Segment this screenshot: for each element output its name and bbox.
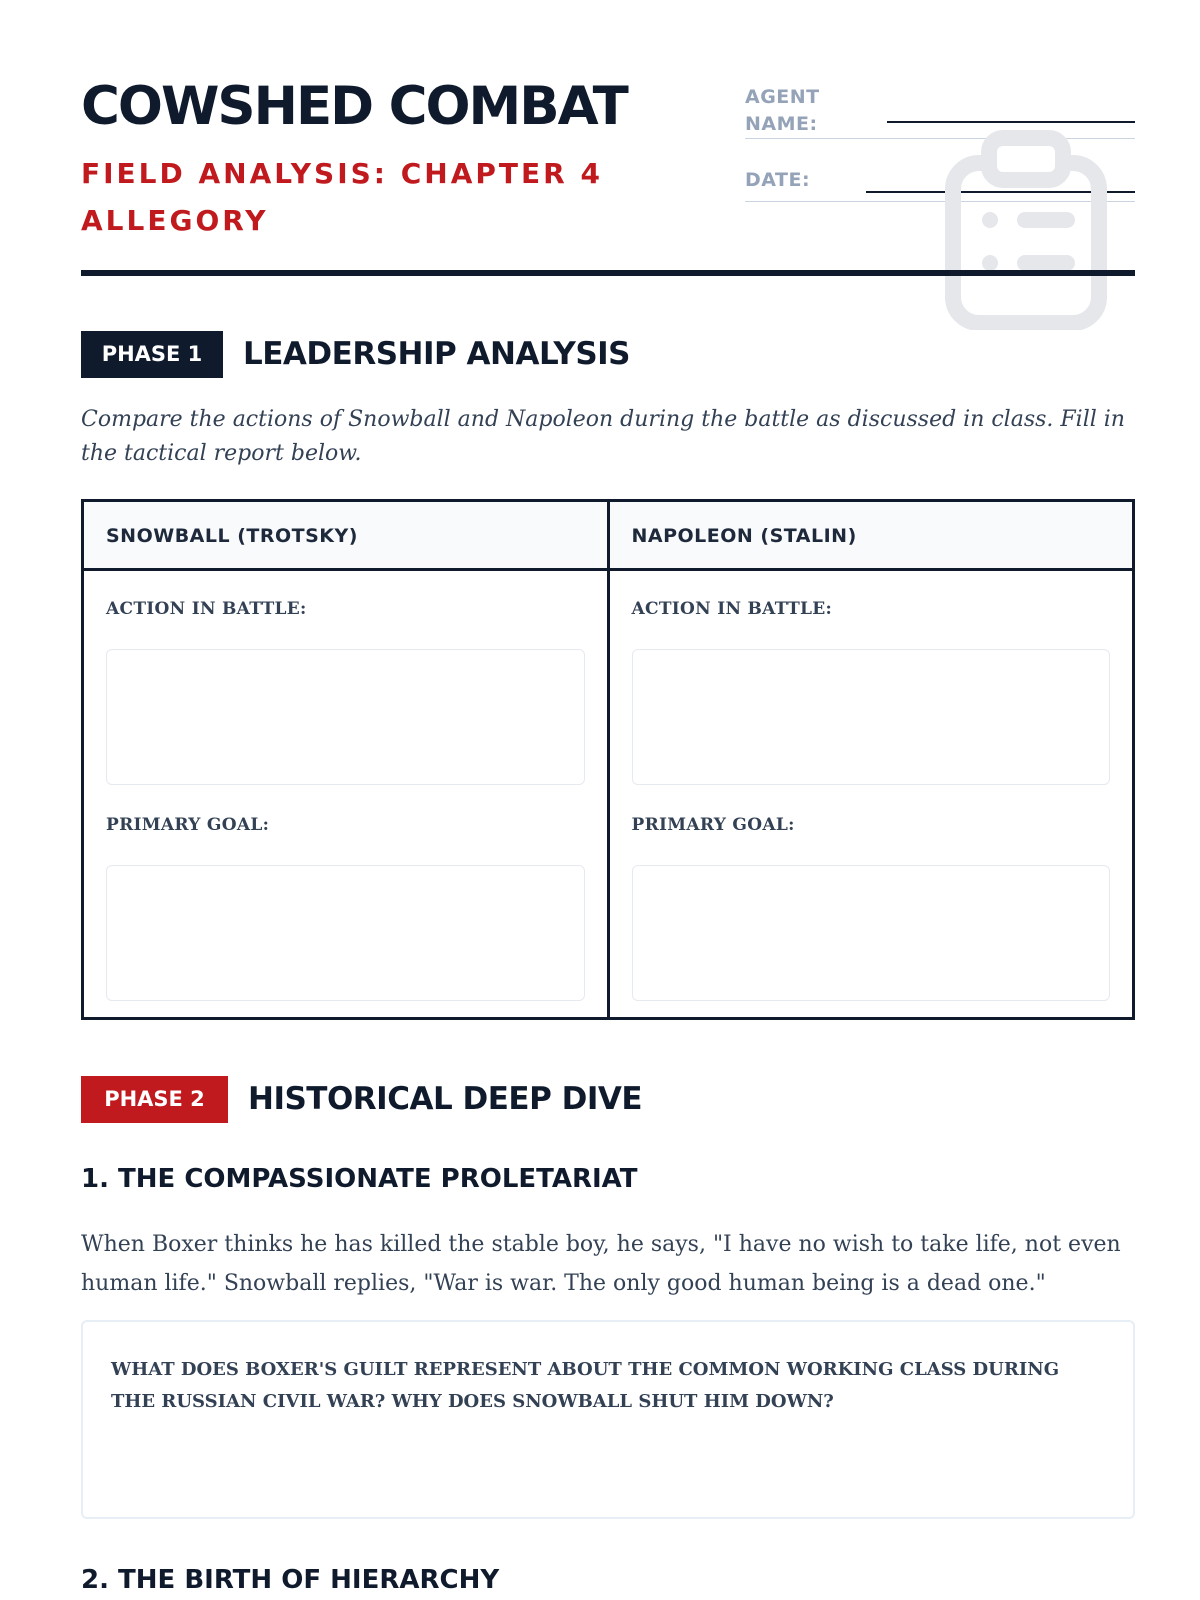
snowball-goal-answer[interactable] [106,865,585,1001]
leadership-comparison-table [81,499,1135,1020]
question-1-title: 1. THE COMPASSIONATE PROLETARIAT [81,1164,638,1194]
question-1-quote: When Boxer thinks he has killed the stable boy, he says, "I have no wish to take life, not even human life." Snowball replies, "War is war. The only good human being is a dead one." [81,1232,1121,1296]
napoleon-goal-label: PRIMARY GOAL: [631,815,795,835]
agent-name-field[interactable] [887,121,1135,123]
phase-1-instructions: Compare the actions of Snowball and Napoleon during the battle as discussed in class. Fill in the tactical report below. [81,407,1125,466]
snowball-column [84,502,607,1017]
snowball-column-header: SNOWBALL (TROTSKY) [84,502,607,571]
phase-2-badge: PHASE 2 [81,1076,228,1123]
question-2-title: 2. THE BIRTH OF HIERARCHY [81,1565,500,1595]
phase-1-title: LEADERSHIP ANALYSIS [243,336,631,372]
question-1-answer-box[interactable] [81,1320,1135,1519]
snowball-goal-label: PRIMARY GOAL: [106,815,270,835]
snowball-action-answer[interactable] [106,649,585,785]
napoleon-column [607,502,1133,1017]
napoleon-goal-answer[interactable] [632,865,1111,1001]
phase-2-title: HISTORICAL DEEP DIVE [248,1081,643,1117]
worksheet-subtitle: FIELD ANALYSIS: CHAPTER 4 ALLEGORY [81,157,603,237]
header-divider [81,270,1135,276]
napoleon-action-label: ACTION IN BATTLE: [631,599,833,619]
phase-1-badge: PHASE 1 [81,331,223,378]
worksheet-title: COWSHED COMBAT [81,76,627,137]
napoleon-column-header: NAPOLEON (STALIN) [610,502,1133,571]
clipboard-icon [945,130,1107,330]
snowball-action-label: ACTION IN BATTLE: [106,599,307,619]
question-1-prompt: WHAT DOES BOXER'S GUILT REPRESENT ABOUT THE COMMON WORKING CLASS DURING THE RUSSIAN CIVIL WAR? WHY DOES SNOWBALL SHUT HIM DOWN? [111,1359,1060,1412]
date-label: DATE: [745,169,811,191]
agent-name-label: AGENT NAME: [745,86,820,135]
napoleon-action-answer[interactable] [632,649,1111,785]
